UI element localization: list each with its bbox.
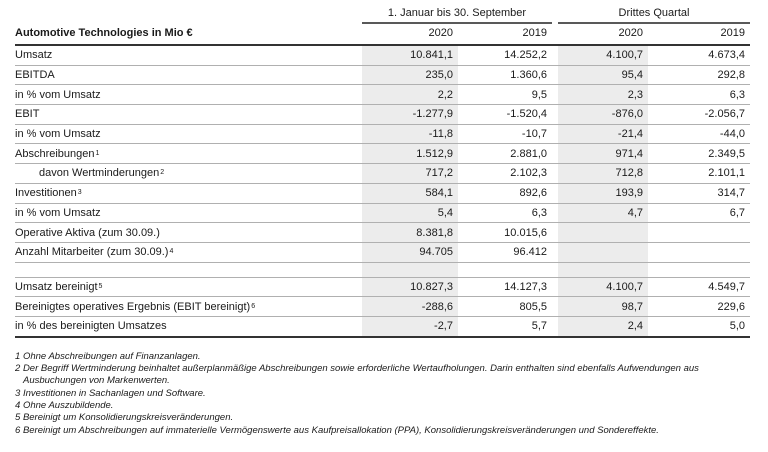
value-cell: 1.512,9 bbox=[362, 144, 458, 163]
value-cell: 14.252,2 bbox=[504, 49, 547, 62]
footnote-number: 2 bbox=[15, 362, 23, 374]
footnote-number: 5 bbox=[15, 412, 23, 424]
value-cell: 584,1 bbox=[362, 184, 458, 203]
value-cell: 2,3 bbox=[558, 85, 648, 104]
value-cell: 4,7 bbox=[558, 204, 648, 223]
value-cell: -876,0 bbox=[558, 105, 648, 124]
value-cell: 2,4 bbox=[558, 317, 648, 336]
value-cell: 9,5 bbox=[531, 88, 547, 101]
table-row bbox=[15, 144, 750, 164]
value-cell: -2,7 bbox=[362, 317, 458, 336]
value-cell: 10.841,1 bbox=[362, 46, 458, 65]
footnote-text: Ohne Abschreibungen auf Finanzanlagen. bbox=[22, 350, 201, 362]
value-cell: 717,2 bbox=[362, 164, 458, 183]
spacer-cell bbox=[362, 263, 458, 277]
footnote-text: Bereinigt um Konsolidierungskreisveränderungen. bbox=[22, 412, 234, 424]
value-cell: 229,6 bbox=[717, 300, 745, 313]
value-cell bbox=[648, 223, 750, 242]
table-row bbox=[15, 125, 750, 145]
value-cell: -11,8 bbox=[362, 125, 458, 144]
value-cell: 96.412 bbox=[513, 246, 547, 259]
footnote-number: 3 bbox=[15, 387, 23, 399]
value-cell: -10,7 bbox=[521, 128, 547, 141]
row-label: davon Wertminderungen 2 bbox=[39, 167, 165, 180]
footnote-number: 6 bbox=[15, 424, 23, 436]
value-cell: -2.056,7 bbox=[704, 108, 745, 121]
group-header-spacer bbox=[15, 4, 362, 22]
spacer-cell bbox=[458, 263, 552, 277]
value-cell: -21,4 bbox=[558, 125, 648, 144]
value-cell: 4.549,7 bbox=[708, 280, 745, 293]
row-label: Bereinigtes operatives Ergebnis (EBIT bereinigt) 6 bbox=[15, 300, 256, 313]
value-cell: 5,0 bbox=[729, 320, 745, 333]
spacer-cell bbox=[558, 263, 648, 277]
value-cell: 98,7 bbox=[558, 297, 648, 316]
footnote bbox=[15, 425, 753, 437]
row-label: Anzahl Mitarbeiter (zum 30.09.) 4 bbox=[15, 246, 174, 259]
value-cell: -1.520,4 bbox=[506, 108, 547, 121]
value-cell: 8.381,8 bbox=[362, 223, 458, 242]
value-cell: 193,9 bbox=[558, 184, 648, 203]
row-label: EBIT bbox=[15, 108, 40, 121]
table-row bbox=[15, 46, 750, 66]
footnote-text: Ohne Auszubildende. bbox=[22, 400, 114, 411]
year-header-ytd-2019: 2019 bbox=[522, 27, 547, 39]
row-label: Investitionen 3 bbox=[15, 187, 82, 200]
footnotes bbox=[15, 351, 753, 437]
table-row bbox=[15, 204, 750, 224]
table-row bbox=[15, 243, 750, 263]
value-cell: 2.881,0 bbox=[510, 147, 547, 160]
footnote bbox=[15, 351, 753, 363]
value-cell: 4.673,4 bbox=[708, 49, 745, 62]
year-header-ytd-2020: 2020 bbox=[428, 27, 453, 39]
footnote-text: Bereinigt um Abschreibungen auf immaterielle Vermögenswerte aus Kaufpreisallokation (PPA), Konsolidierungskreisveränderungen und Sondereffekte. bbox=[22, 424, 659, 436]
value-cell: 94.705 bbox=[362, 243, 458, 262]
value-cell: 4.100,7 bbox=[558, 278, 648, 297]
row-label: Umsatz bbox=[15, 49, 53, 62]
footnote-text: Investitionen in Sachanlagen und Software. bbox=[22, 387, 206, 399]
year-header-q3-2019: 2019 bbox=[720, 27, 745, 39]
spacer-cell bbox=[648, 263, 750, 277]
value-cell: 10.827,3 bbox=[362, 278, 458, 297]
footnote-text: Der Begriff Wertminderung beinhaltet außerplanmäßige Abschreibungen sowie erforderliche Wertaufholungen. Darin enthalten sind ebenfalls Aufwendungen aus Ausbuchungen von Markenwerten. bbox=[22, 362, 699, 387]
row-label: Abschreibungen 1 bbox=[15, 147, 100, 160]
value-cell: 292,8 bbox=[717, 69, 745, 82]
year-header-q3-2020: 2020 bbox=[618, 27, 643, 39]
value-cell: 2,2 bbox=[362, 85, 458, 104]
value-cell: 235,0 bbox=[362, 66, 458, 85]
row-label: in % vom Umsatz bbox=[15, 88, 101, 101]
financial-table bbox=[15, 4, 750, 338]
value-cell: 1.360,6 bbox=[510, 69, 547, 82]
spacer-cell bbox=[15, 263, 362, 277]
value-cell: 14.127,3 bbox=[504, 280, 547, 293]
value-cell: 6,3 bbox=[531, 206, 547, 219]
value-cell: 971,4 bbox=[558, 144, 648, 163]
table-row bbox=[15, 317, 750, 338]
table-row bbox=[15, 85, 750, 105]
value-cell: 5,4 bbox=[362, 204, 458, 223]
table-body bbox=[15, 46, 750, 338]
table-row bbox=[15, 184, 750, 204]
footnote-number: 1 bbox=[15, 350, 23, 362]
table-row bbox=[15, 223, 750, 243]
row-label: in % vom Umsatz bbox=[15, 128, 101, 141]
column-group-january-september: 1. Januar bis 30. September bbox=[362, 4, 552, 24]
footnote bbox=[15, 363, 753, 388]
column-group-header-row bbox=[15, 4, 750, 22]
value-cell: -44,0 bbox=[719, 128, 745, 141]
row-label: Umsatz bereinigt 5 bbox=[15, 280, 103, 293]
table-row bbox=[15, 66, 750, 86]
spacer-row bbox=[15, 263, 750, 278]
value-cell: 6,3 bbox=[729, 88, 745, 101]
value-cell: 712,8 bbox=[558, 164, 648, 183]
footnote bbox=[15, 412, 753, 424]
table-row bbox=[15, 164, 750, 184]
column-group-third-quarter: Drittes Quartal bbox=[558, 4, 750, 24]
value-cell: 10.015,6 bbox=[504, 226, 547, 239]
row-label: EBITDA bbox=[15, 69, 55, 82]
footnote bbox=[15, 400, 753, 412]
value-cell: 95,4 bbox=[558, 66, 648, 85]
year-header-row bbox=[15, 22, 750, 46]
value-cell: 314,7 bbox=[717, 187, 745, 200]
value-cell: 2.101,1 bbox=[708, 167, 745, 180]
value-cell: 4.100,7 bbox=[558, 46, 648, 65]
table-row bbox=[15, 297, 750, 317]
row-label: Operative Aktiva (zum 30.09.) bbox=[15, 226, 160, 239]
table-row bbox=[15, 278, 750, 298]
value-cell: 2.102,3 bbox=[510, 167, 547, 180]
value-cell bbox=[558, 223, 648, 242]
footnote-number: 4 bbox=[15, 400, 23, 411]
value-cell bbox=[648, 243, 750, 262]
row-label: in % des bereinigten Umsatzes bbox=[15, 320, 167, 333]
value-cell: 805,5 bbox=[519, 300, 547, 313]
value-cell: -288,6 bbox=[362, 297, 458, 316]
row-label: in % vom Umsatz bbox=[15, 206, 101, 219]
value-cell: 892,6 bbox=[519, 187, 547, 200]
table-title: Automotive Technologies in Mio € bbox=[15, 27, 193, 39]
value-cell: 5,7 bbox=[531, 320, 547, 333]
value-cell: 6,7 bbox=[729, 206, 745, 219]
value-cell bbox=[558, 243, 648, 262]
value-cell: 2.349,5 bbox=[708, 147, 745, 160]
table-row bbox=[15, 105, 750, 125]
value-cell: -1.277,9 bbox=[362, 105, 458, 124]
footnote bbox=[15, 388, 753, 400]
